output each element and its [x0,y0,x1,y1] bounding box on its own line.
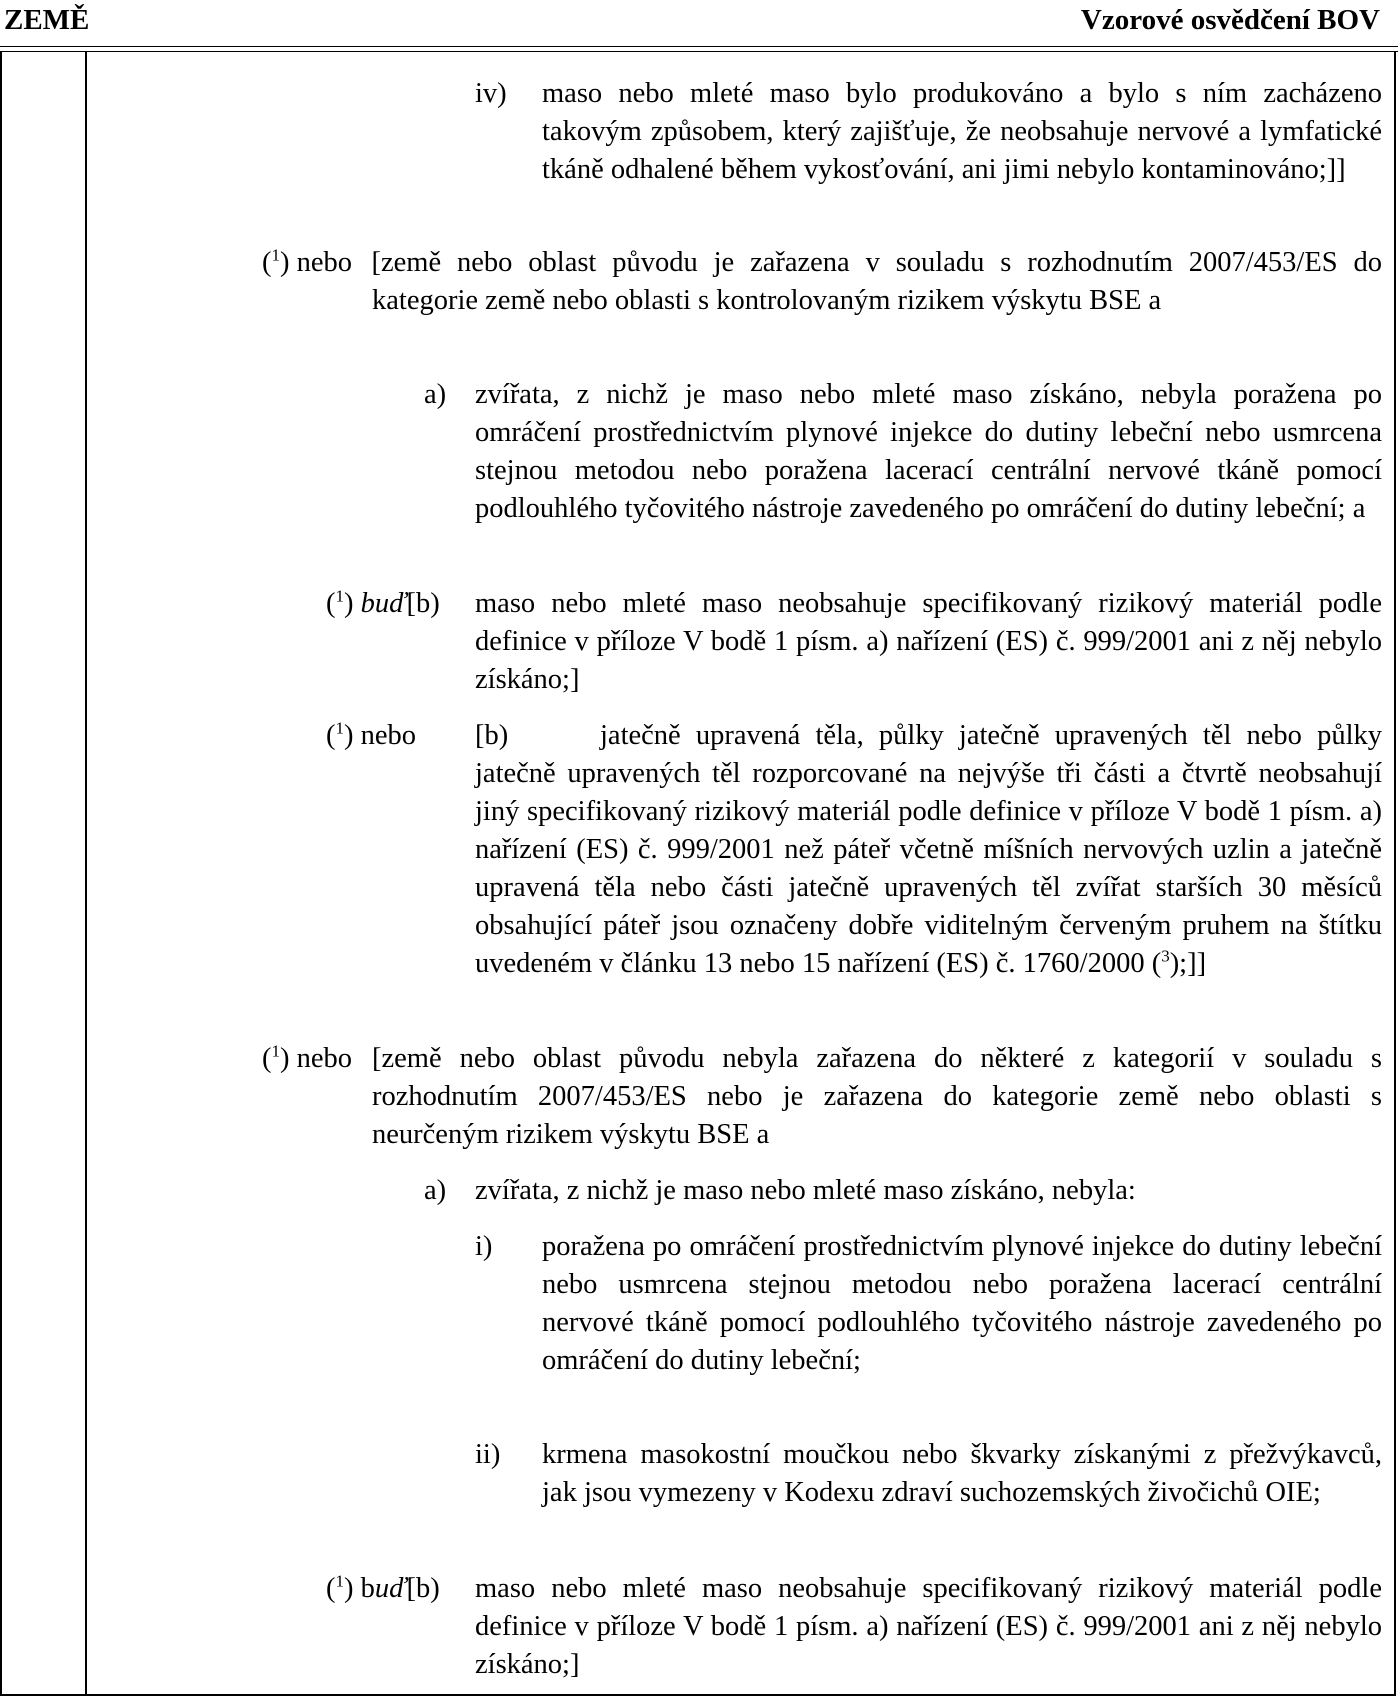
footnote-ref: 1 [335,718,344,738]
option-3-text: [země nebo oblast původu nebyla zařazena do některé z kategorií v souladu s rozhodnutím 2007/453/ES nebo je zařazena do kategorie země nebo oblasti s neurčeným rizikem výskytu BSE a [372,1043,1382,1150]
option-2-b-or-text-main: jatečně upravená těla, půlky jatečně upravených těl nebo půlky jatečně upravených těl rozporcované na nejvýše tři části a čtvrtě neobsahují jiný specifikovaný rizikový materiál podle definice v příloze V bodě 1 písm. a) nařízení (ES) č. 999/2001 než páteř včetně míšních nervových uzlin a jatečně upravená těla nebo části jatečně upravených těl zvířat starších 30 měsíců obsahující páteř jsou označeny dobře viditelným červeným pruhem na štítku uvedeném v článku 13 nebo 15 nařízení (ES) č. 1760/2000 ( [475,720,1382,979]
item-iv-label: iv) [475,78,507,109]
option-3-marker: ($^1$) nebo [262,1041,353,1074]
option-2-a-label: a) [424,379,447,410]
either-word-start: b [360,1573,375,1604]
either-word-rest: uď [374,1573,407,1604]
option-2-marker: ($^1$) nebo [262,245,353,278]
option-3-a-text: zvířata, z nichž je maso nebo mleté maso získáno, nebyla: [475,1175,1136,1206]
footnote-ref: 1 [335,1571,344,1591]
item-iv-text: maso nebo mleté maso bylo produkováno a bylo s ním zacházeno takovým způsobem, který zajišťuje, že neobsahuje nervové a lymfatické tkáně odhalené během vykosťování, ani jimi nebylo kontaminováno;]] [542,78,1382,185]
footnote-ref: 1 [271,1041,280,1061]
option-3-a-ii-text: krmena masokostní moučkou nebo škvarky získanými z přežvýkavců, jak jsou vymezeny v Kodexu zdraví suchozemských živočichů OIE; [542,1439,1382,1508]
header-certificate-title: Vzorové osvědčení BOV [1080,4,1380,36]
footnote-ref: 3 [1161,946,1170,966]
footnote-ref: 1 [335,586,344,606]
option-2-connector: ) nebo [280,247,353,278]
option-2-b-either-marker: ($^1$) buď[b) [326,586,440,619]
option-3-a-label: a) [424,1175,447,1206]
option-3-a-i-label: i) [475,1231,493,1262]
option-2-b-or-text [475,717,1382,983]
table-column-divider [85,52,87,1696]
option-2-b-or-connector: ) nebo [344,720,417,751]
option-3-b-either-text: maso nebo mleté maso neobsahuje specifikovaný rizikový materiál podle definice v příloze V bodě 1 písm. a) nařízení (ES) č. 999/2001 ani z něj nebylo získáno;] [475,1573,1382,1680]
option-2-text: [země nebo oblast původu je zařazena v souladu s rozhodnutím 2007/453/ES do kategorie země nebo oblasti s kontrolovaným rizikem výskytu BSE a [371,247,1382,316]
footnote-ref: 1 [271,245,280,265]
option-3-b-either-label: [b) [406,1573,440,1604]
option-2-b-or-label: [b) [475,720,509,751]
option-2-b-either-text: maso nebo mleté maso neobsahuje specifikovaný rizikový materiál podle definice v příloze V bodě 1 písm. a) nařízení (ES) č. 999/2001 ani z něj nebylo získáno;] [475,588,1382,695]
header-rule-top [0,46,1398,47]
option-2-a-text: zvířata, z nichž je maso nebo mleté maso získáno, nebyla poražena po omráčení prostřednictvím plynové injekce do dutiny lebeční nebo usmrcena stejnou metodou nebo poražena lacerací centrální nervové tkáně pomocí podlouhlého tyčovitého nástroje zavedeného po omráčení do dutiny lebeční; a [475,379,1382,524]
either-word: buď [360,588,407,619]
option-3-a-i-text: poražena po omráčení prostřednictvím plynové injekce do dutiny lebeční nebo usmrcena stejnou metodou nebo poražena lacerací centrální nervové tkáně pomocí podlouhlého tyčovitého nástroje zavedeného po omráčení do dutiny lebeční; [542,1231,1382,1376]
header-country-label: ZEMĚ [4,4,90,36]
option-2-b-or-marker: ($^1$) nebo [326,718,417,751]
option-3-b-either-marker: ($^1$) buď[b) [326,1571,440,1604]
option-2-b-or-text-end: );]] [1169,948,1207,979]
option-3-a-ii-label: ii) [475,1439,501,1470]
option-3-connector: ) nebo [280,1043,353,1074]
option-2-b-either-label: [b) [406,588,440,619]
